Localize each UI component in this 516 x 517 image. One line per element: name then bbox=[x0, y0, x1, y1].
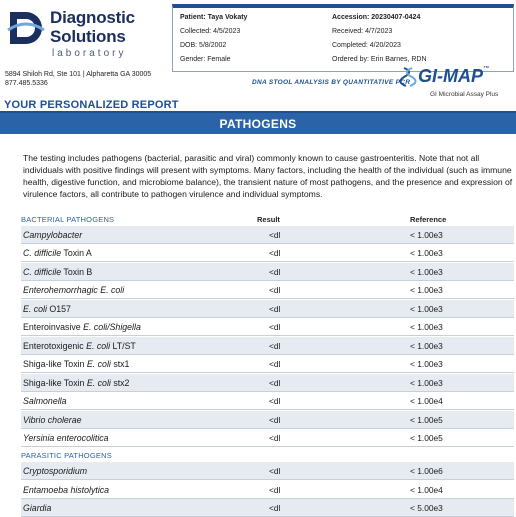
pathogen-name: Shiga-like Toxin E. coli stx1 bbox=[23, 359, 130, 370]
intro-paragraph: The testing includes pathogens (bacterial, parasitic and viral) commonly known to cause gastroenteritis. Note that not all individuals with positive findings will present with symptoms. Many factors, including the health of the individual (such as immune health, digestive function, and microbiome balance), the transient nature of most pathogens, and the presence and expression of virulence factors, all contribute to pathogen virulence and individual symptoms. bbox=[23, 153, 513, 199]
pathogen-name: Shiga-like Toxin E. coli stx2 bbox=[23, 377, 130, 388]
pathogen-name: C. difficile Toxin A bbox=[23, 248, 92, 259]
lab-name-line3: laboratory bbox=[52, 48, 127, 59]
pathogen-name: Cryptosporidium bbox=[23, 466, 88, 477]
lab-name-line2: Solutions bbox=[50, 27, 126, 46]
received-date: Received: 4/7/2023 bbox=[332, 28, 393, 35]
completed-date: Completed: 4/20/2023 bbox=[332, 42, 401, 49]
ordered-by: Ordered by: Erin Barnes, RDN bbox=[332, 56, 427, 63]
result-value: <dl bbox=[269, 322, 281, 333]
table-row bbox=[21, 481, 514, 499]
gi-map-logo-text: GI-MAP™ bbox=[418, 66, 489, 86]
lab-phone: 877.485.5336 bbox=[5, 80, 48, 87]
test-method: DNA STOOL ANALYSIS BY QUANTITATIVE PCR bbox=[252, 79, 411, 86]
table-row bbox=[21, 499, 514, 517]
pathogen-name: Campylobacter bbox=[23, 230, 83, 240]
table-row bbox=[21, 392, 514, 410]
reference-value: < 1.00e5 bbox=[410, 432, 443, 443]
gi-map-trademark: ™ bbox=[483, 66, 489, 72]
table-row bbox=[21, 411, 514, 429]
result-value: <dl bbox=[269, 266, 281, 277]
reference-value: < 5.00e3 bbox=[410, 503, 443, 514]
pathogen-name: E. coli O157 bbox=[23, 303, 71, 314]
pathogen-name: Enterotoxigenic E. coli LT/ST bbox=[23, 340, 136, 351]
lab-address bbox=[5, 70, 151, 88]
collected-date: Collected: 4/5/2023 bbox=[180, 28, 241, 35]
reference-value: < 1.00e3 bbox=[410, 303, 443, 314]
reference-value: < 1.00e3 bbox=[410, 340, 443, 351]
table-row bbox=[21, 462, 514, 480]
lab-logo-icon bbox=[6, 8, 46, 48]
table-row bbox=[21, 263, 514, 281]
pathogen-name: Giardia bbox=[23, 503, 52, 514]
lab-logo bbox=[6, 6, 166, 62]
gi-map-logo-icon bbox=[400, 66, 418, 88]
result-value: <dl bbox=[269, 484, 281, 495]
pathogen-name: C. difficile Toxin B bbox=[23, 266, 93, 277]
reference-value: < 1.00e3 bbox=[410, 322, 443, 333]
reference-value: < 1.00e4 bbox=[410, 484, 443, 495]
result-value: <dl bbox=[269, 359, 281, 370]
pathogen-name: Entamoeba histolytica bbox=[23, 484, 110, 495]
pathogen-name: Yersinia enterocolitica bbox=[23, 432, 109, 443]
result-value: <dl bbox=[269, 285, 281, 296]
reference-value: < 1.00e5 bbox=[410, 414, 443, 425]
lab-address-line: 5894 Shiloh Rd, Ste 101 | Alpharetta GA 30005 bbox=[5, 71, 152, 78]
reference-value: < 1.00e3 bbox=[410, 248, 443, 259]
reference-value: < 1.00e3 bbox=[410, 230, 443, 240]
table-row bbox=[21, 374, 514, 392]
result-value: <dl bbox=[269, 230, 281, 240]
pathogen-name: Enterohemorrhagic E. coli bbox=[23, 285, 125, 296]
reference-value: < 1.00e4 bbox=[410, 396, 443, 407]
table-row bbox=[21, 244, 514, 262]
reference-value: < 1.00e6 bbox=[410, 466, 443, 477]
result-value: <dl bbox=[269, 432, 281, 443]
reference-value: < 1.00e3 bbox=[410, 266, 443, 277]
table-group-header bbox=[21, 449, 514, 461]
result-value: <dl bbox=[269, 414, 281, 425]
patient-name: Patient: Taya Vokaty bbox=[180, 14, 248, 21]
group-label: BACTERIAL PATHOGENS bbox=[21, 215, 115, 224]
accession-number: Accession: 20230407-0424 bbox=[332, 14, 421, 21]
result-value: <dl bbox=[269, 377, 281, 388]
reference-column-header: Reference bbox=[410, 215, 447, 224]
group-label: PARASITIC PATHOGENS bbox=[21, 451, 112, 461]
pathogen-name: Enteroinvasive E. coli/Shigella bbox=[23, 322, 141, 333]
table-row bbox=[21, 429, 514, 447]
pathogen-name: Salmonella bbox=[23, 396, 67, 407]
table-row bbox=[21, 318, 514, 336]
dob: DOB: 5/8/2002 bbox=[180, 42, 227, 49]
table-row bbox=[21, 337, 514, 355]
result-value: <dl bbox=[269, 396, 281, 407]
table-row bbox=[21, 226, 514, 244]
result-value: <dl bbox=[269, 340, 281, 351]
table-row bbox=[21, 355, 514, 373]
reference-value: < 1.00e3 bbox=[410, 285, 443, 296]
section-title: PATHOGENS bbox=[219, 117, 297, 131]
test-subtitle: GI Microbial Assay Plus bbox=[430, 91, 499, 98]
result-value: <dl bbox=[269, 248, 281, 259]
report-heading: YOUR PERSONALIZED REPORT bbox=[4, 99, 179, 111]
lab-name-line1: Diagnostic bbox=[50, 8, 135, 27]
table-row bbox=[21, 300, 514, 318]
reference-value: < 1.00e3 bbox=[410, 359, 443, 370]
table-row bbox=[21, 281, 514, 299]
result-value: <dl bbox=[269, 303, 281, 314]
result-column-header: Result bbox=[257, 215, 280, 224]
table-group-header bbox=[21, 213, 514, 225]
pathogen-name: Vibrio cholerae bbox=[23, 414, 82, 425]
result-value: <dl bbox=[269, 503, 281, 514]
result-value: <dl bbox=[269, 466, 281, 477]
reference-value: < 1.00e3 bbox=[410, 377, 443, 388]
gender: Gender: Female bbox=[180, 56, 231, 63]
